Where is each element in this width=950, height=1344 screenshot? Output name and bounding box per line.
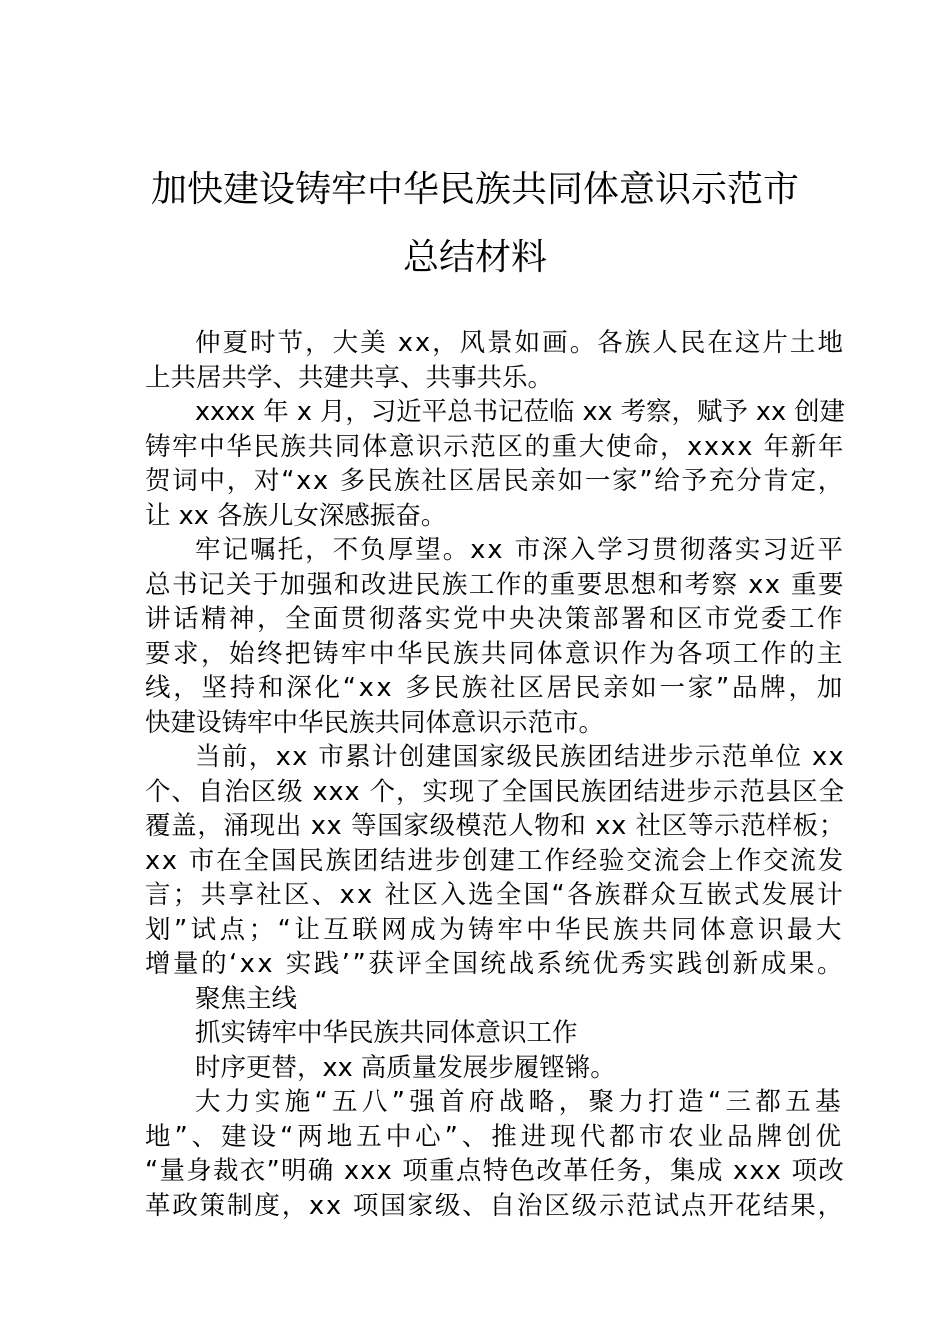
body-line: 快建设铸牢中华民族共同体意识示范市。 xyxy=(145,707,605,738)
body-line: 牢记嘱托，不负厚望。xx 市深入学习贯彻落实习近平 xyxy=(195,535,845,565)
document-title-line-1: 加快建设铸牢中华民族共同体意识示范市 xyxy=(150,169,799,210)
body-line: 覆盖，涌现出 xx 等国家级模范人物和 xx 社区等示范样板； xyxy=(145,811,845,841)
body-line: xxxx 年 x 月，习近平总书记莅临 xx 考察，赋予 xx 创建 xyxy=(195,397,845,427)
body-line: 增量的‘xx 实践’”获评全国统战系统优秀实践创新成果。 xyxy=(145,949,845,979)
body-line: 当前，xx 市累计创建国家级民族团结进步示范单位 xx xyxy=(195,742,845,772)
body-line: 总书记关于加强和改进民族工作的重要思想和考察 xx 重要 xyxy=(145,569,845,600)
body-line: 要求，始终把铸牢中华民族共同体意识作为各项工作的主 xyxy=(145,638,845,669)
body-line: 上共居共学、共建共享、共事共乐。 xyxy=(145,362,554,393)
body-line: 地”、建设“两地五中心”、推进现代都市农业品牌创优 xyxy=(145,1121,845,1152)
body-line: 时序更替，xx 高质量发展步履铿锵。 xyxy=(195,1052,616,1083)
body-line: 聚焦主线 xyxy=(195,983,298,1014)
body-line: xx 市在全国民族团结进步创建工作经验交流会上作交流发 xyxy=(145,845,845,876)
body-line: 抓实铸牢中华民族共同体意识工作 xyxy=(195,1018,578,1048)
body-line: 言；共享社区、xx 社区入选全国“各族群众互嵌式发展计 xyxy=(145,880,845,910)
body-line: 线，坚持和深化“xx 多民族社区居民亲如一家”品牌，加 xyxy=(145,673,845,703)
body-line: 革政策制度，xx 项国家级、自治区级示范试点开花结果， xyxy=(145,1190,845,1221)
body-line: “量身裁衣”明确 xxx 项重点特色改革任务，集成 xxx 项改 xyxy=(145,1156,845,1186)
body-line: 铸牢中华民族共同体意识示范区的重大使命，xxxx 年新年 xyxy=(145,431,845,462)
body-line: 个、自治区级 xxx 个，实现了全国民族团结进步示范县区全 xyxy=(145,776,845,807)
body-line: 让 xx 各族儿女深感振奋。 xyxy=(145,500,447,531)
document-body xyxy=(145,326,845,1223)
body-line: 仲夏时节，大美 xx，风景如画。各族人民在这片土地 xyxy=(195,328,845,358)
body-line: 贺词中，对“xx 多民族社区居民亲如一家”给予充分肯定， xyxy=(145,466,845,496)
body-line: 讲话精神，全面贯彻落实党中央决策部署和区市党委工作 xyxy=(145,604,845,634)
body-line: 划”试点；“让互联网成为铸牢中华民族共同体意识最大 xyxy=(145,914,845,945)
document-title-line-2: 总结材料 xyxy=(402,237,547,278)
body-line: 大力实施“五八”强首府战略，聚力打造“三都五基 xyxy=(195,1087,845,1117)
